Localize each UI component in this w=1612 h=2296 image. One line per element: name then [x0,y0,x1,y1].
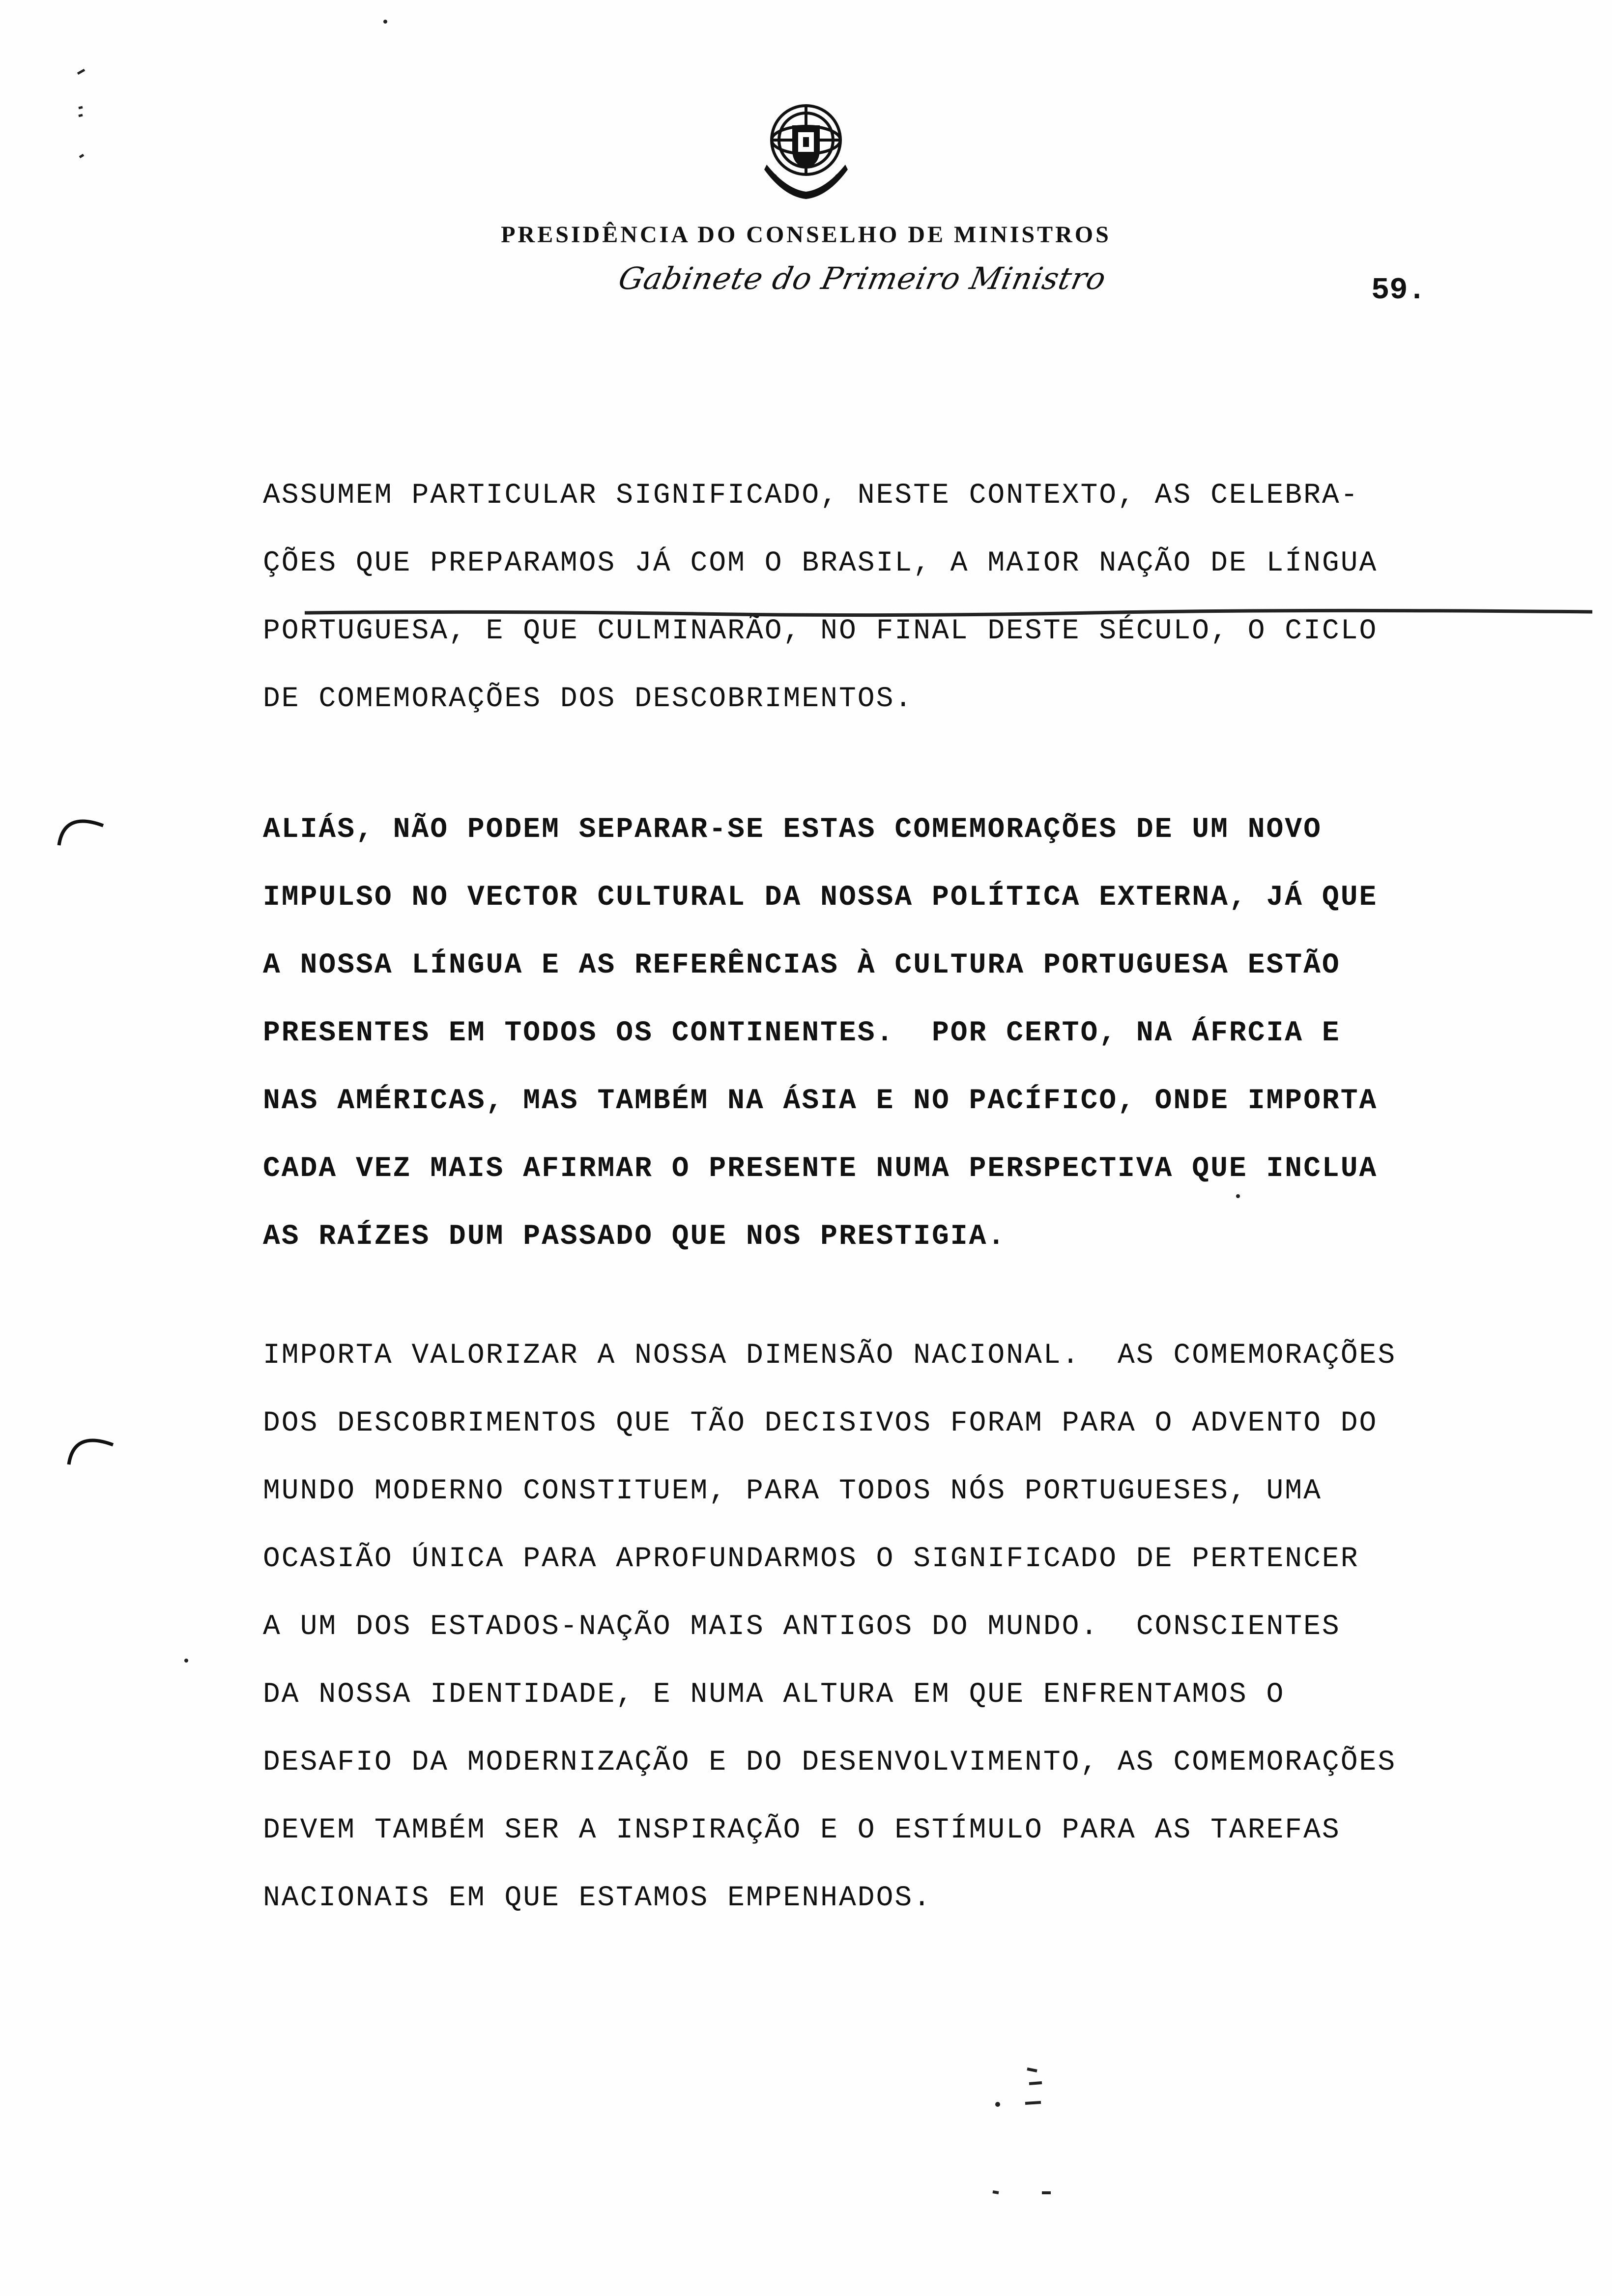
text-line: DOS DESCOBRIMENTOS QUE TÃO DECISIVOS FORAM PARA O ADVENTO DO [263,1407,1378,1439]
text-line: ÇÕES QUE PREPARAMOS JÁ COM O BRASIL, A MAIOR NAÇÃO DE LÍNGUA [263,547,1378,579]
text-line: A UM DOS ESTADOS-NAÇÃO MAIS ANTIGOS DO MUNDO. CONSCIENTES [263,1611,1341,1643]
paragraph-3 [263,1322,1501,1932]
strikethrough-mark [305,607,1592,619]
text-line: NACIONAIS EM QUE ESTAMOS EMPENHADOS. [263,1882,932,1914]
text-line: ALIÁS, NÃO PODEM SEPARAR-SE ESTAS COMEMORAÇÕES DE UM NOVO [263,814,1322,846]
text-line: PORTUGUESA, E QUE CULMINARÃO, NO FINAL DESTE SÉCULO, O CICLO [263,615,1378,647]
text-line: CADA VEZ MAIS AFIRMAR O PRESENTE NUMA PERSPECTIVA QUE INCLUA [263,1153,1378,1185]
scan-dot [184,1659,188,1663]
text-line: DEVEM TAMBÉM SER A INSPIRAÇÃO E O ESTÍMULO PARA AS TAREFAS [263,1814,1341,1846]
text-line: DESAFIO DA MODERNIZAÇÃO E DO DESENVOLVIMENTO, AS COMEMORAÇÕES [263,1747,1397,1779]
scan-marks [988,2182,1057,2202]
margin-mark [54,806,113,850]
page-number: 59. [1371,273,1426,308]
text-line: DE COMEMORAÇÕES DOS DESCOBRIMENTOS. [263,683,914,715]
text-line: AS RAÍZES DUM PASSADO QUE NOS PRESTIGIA. [263,1221,1007,1253]
punch-hole-marks [74,59,93,177]
scan-dot [1236,1194,1240,1198]
paragraph-1 [263,462,1501,733]
text-line: OCASIÃO ÚNICA PARA APROFUNDARMOS O SIGNIFICADO DE PERTENCER [263,1543,1359,1575]
text-line: A NOSSA LÍNGUA E AS REFERÊNCIAS À CULTURA PORTUGUESA ESTÃO [263,949,1341,981]
scan-dot [383,20,387,24]
text-line: NAS AMÉRICAS, MAS TAMBÉM NA ÁSIA E NO PACÍFICO, ONDE IMPORTA [263,1085,1378,1117]
text-line: IMPULSO NO VECTOR CULTURAL DA NOSSA POLÍTICA EXTERNA, JÁ QUE [263,882,1378,914]
text-line: IMPORTA VALORIZAR A NOSSA DIMENSÃO NACIONAL. AS COMEMORAÇÕES [263,1340,1397,1372]
scan-marks [978,2059,1076,2118]
text-line: DA NOSSA IDENTIDADE, E NUMA ALTURA EM QUE ENFRENTAMOS O [263,1679,1285,1711]
margin-mark [64,1425,123,1469]
coat-of-arms-icon [747,91,865,209]
text-line: MUNDO MODERNO CONSTITUEM, PARA TODOS NÓS PORTUGUESES, UMA [263,1475,1322,1507]
paragraph-2 [263,796,1501,1271]
office-name: Gabinete do Primeiro Ministro [615,260,1110,296]
organization-name: PRESIDÊNCIA DO CONSELHO DE MINISTROS [501,222,1111,248]
text-line: PRESENTES EM TODOS OS CONTINENTES. POR CERTO, NA ÁFRCIA E [263,1017,1341,1049]
text-line: ASSUMEM PARTICULAR SIGNIFICADO, NESTE CONTEXTO, AS CELEBRA- [263,480,1359,512]
